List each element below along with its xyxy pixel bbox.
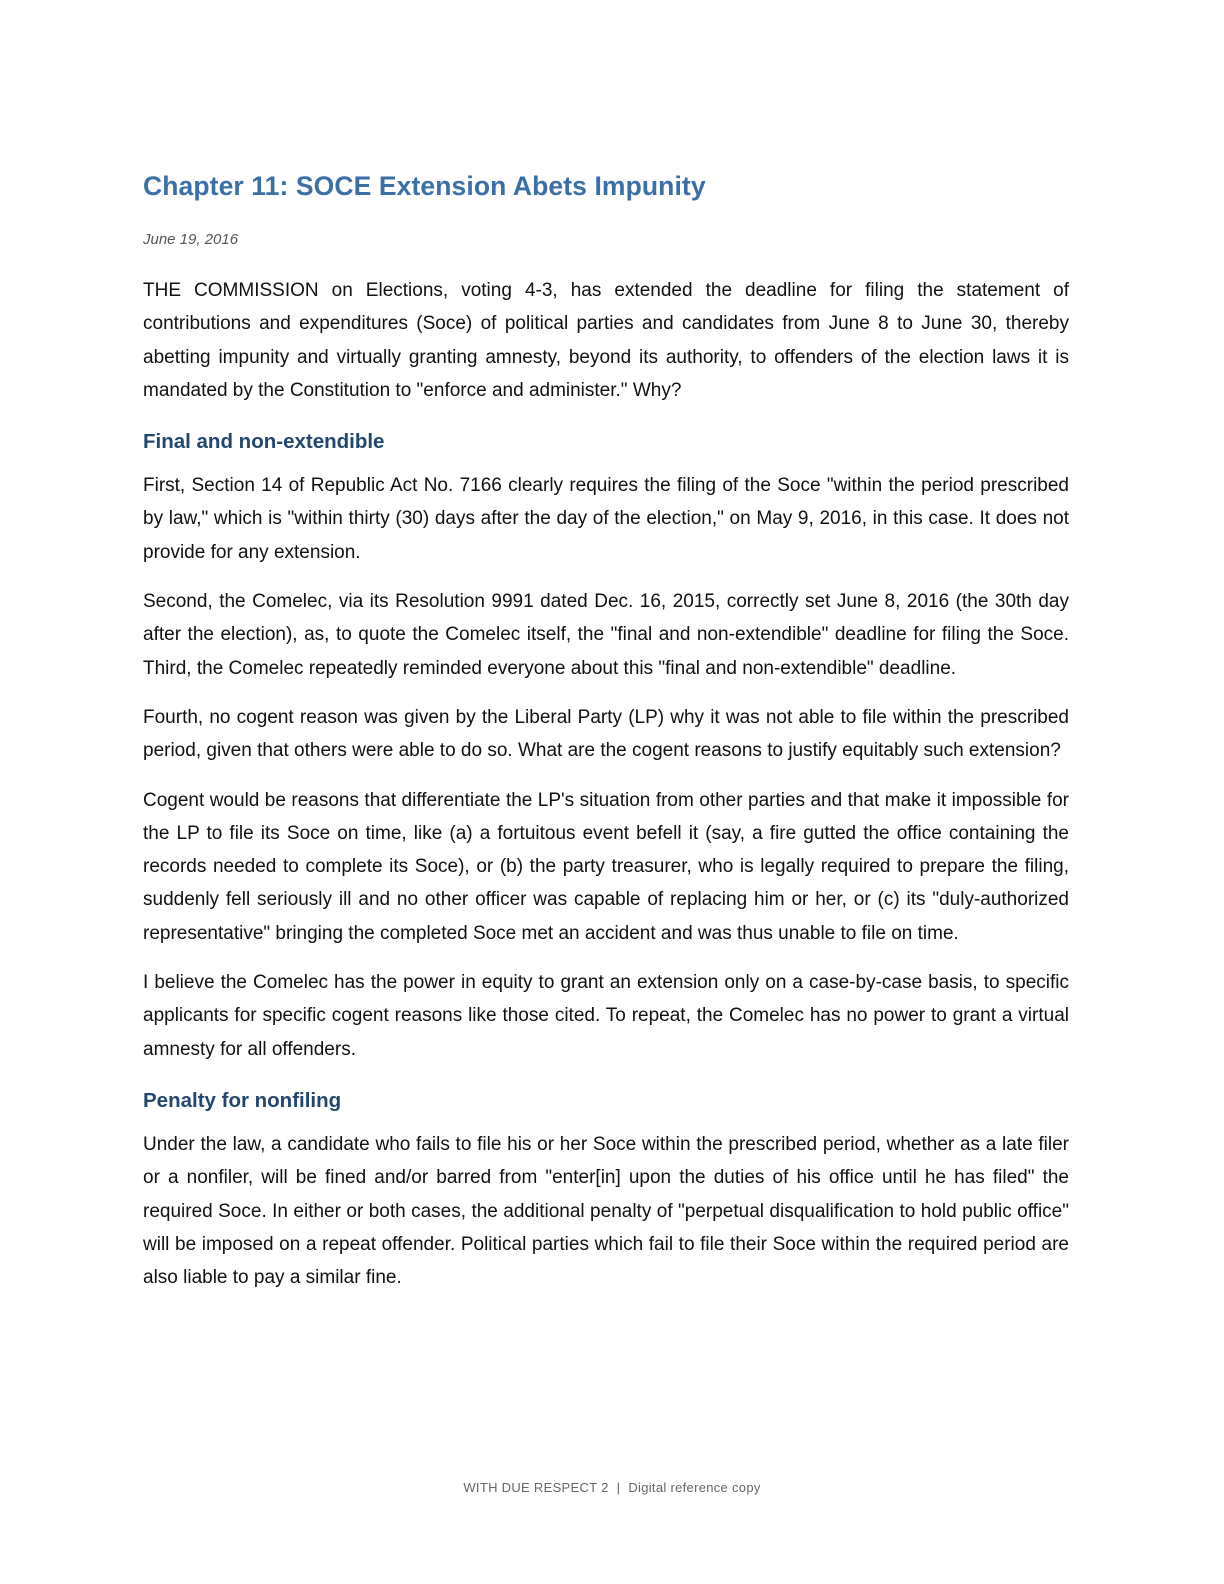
paragraph: Second, the Comelec, via its Resolution 9991 dated Dec. 16, 2015, correctly set June 8, 2016 (the 30th day after the election), as, to quote the Comelec itself, the "final and non-extendible" deadline for filing the Soce. Third, the Comelec repeatedly reminded everyone about this "final and non-extendible" deadline. bbox=[143, 591, 1069, 679]
section-heading: Penalty for nonfiling bbox=[143, 1088, 342, 1112]
article-body bbox=[143, 274, 1069, 1310]
paragraph: I believe the Comelec has the power in equity to grant an extension only on a case-by-case basis, to specific applicants for specific cogent reasons like those cited. To repeat, the Comelec has no power to grant a virtual amnesty for all offenders. bbox=[143, 972, 1069, 1060]
footer-book-title: WITH DUE RESPECT 2 bbox=[463, 1480, 609, 1495]
paragraph: THE COMMISSION on Elections, voting 4-3, has extended the deadline for filing the statement of contributions and expenditures (Soce) of political parties and candidates from June 8 to June 30, thereby abetting impunity and virtually granting amnesty, beyond its authority, to offenders of the election laws it is mandated by the Constitution to "enforce and administer." Why? bbox=[143, 280, 1069, 401]
paragraph: Cogent would be reasons that differentiate the LP's situation from other parties and that make it impossible for the LP to file its Soce on time, like (a) a fortuitous event befell it (say, a fire gutted the office containing the records needed to complete its Soce), or (b) the party treasurer, who is legally required to prepare the filing, suddenly fell seriously ill and no other officer was capable of replacing him or her, or (c) its "duly-authorized representative" bringing the completed Soce met an accident and was thus unable to file on time. bbox=[143, 789, 1069, 944]
footer-separator: | bbox=[616, 1480, 621, 1495]
section-heading: Final and non-extendible bbox=[143, 430, 385, 454]
paragraph: First, Section 14 of Republic Act No. 7166 clearly requires the filing of the Soce "within the period prescribed by law," which is "within thirty (30) days after the day of the election," on May 9, 2016, in this case. It does not provide for any extension. bbox=[143, 475, 1069, 563]
paragraph: Fourth, no cogent reason was given by the Liberal Party (LP) why it was not able to file within the prescribed period, given that others were able to do so. What are the cogent reasons to justify equitably such extension? bbox=[143, 706, 1069, 762]
footer-note: Digital reference copy bbox=[628, 1480, 761, 1495]
article-date: June 19, 2016 bbox=[143, 231, 239, 248]
paragraph: Under the law, a candidate who fails to file his or her Soce within the prescribed period, whether as a late filer or a nonfiler, will be fined and/or barred from "enter[in] upon the duties of his office until he has filed" the required Soce. In either or both cases, the additional penalty of "perpetual disqualification to hold public office" will be imposed on a repeat offender. Political parties which fail to file their Soce within the required period are also liable to pay a similar fine. bbox=[143, 1133, 1069, 1289]
chapter-title: Chapter 11: SOCE Extension Abets Impunity bbox=[143, 171, 706, 201]
page-footer bbox=[0, 1480, 1224, 1495]
